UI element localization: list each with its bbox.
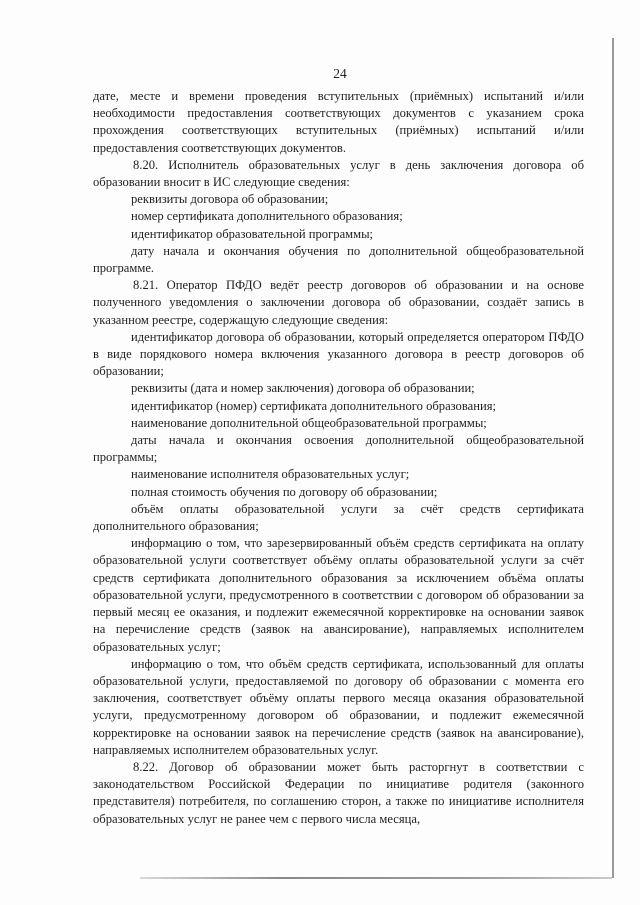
list-item: наименование исполнителя образовательных услуг; [131, 467, 410, 482]
list-item: наименование дополнительной общеобразовательной программы; [131, 415, 487, 430]
list-item: объём оплаты образовательной услуги за счёт средств сертификата дополнительного образования; [93, 501, 584, 534]
list-item: реквизиты (дата и номер заключения) договора об образовании; [131, 381, 475, 396]
page-edge-shadow [612, 38, 614, 878]
page-bottom-edge [140, 877, 612, 879]
paragraph-continuation: дате, месте и времени проведения вступительных (приёмных) испытаний и/или необходимости предоставления соответствующих документов с указанием срока прохождения соответствующих вступительных (приёмных) испытаний и/или предоставления соответствующих документов. [93, 89, 584, 155]
document-body [93, 88, 584, 828]
list-item: полная стоимость обучения по договору об образовании; [131, 484, 438, 499]
paragraph-8-21: 8.21. Оператор ПФДО ведёт реестр договоров об образовании и на основе полученного уведомления о заключении договора об образовании, создаёт запись в указанном реестре, содержащую следующие сведения: [93, 278, 584, 327]
list-item: информацию о том, что зарезервированный объём средств сертификата на оплату образовательной услуги соответствует объёму оплаты образовательной услуги за счёт средств сертификата дополнительного образования за исключением объёма оплаты образовательной услуги, предусмотренного в соответствии с договором об образовании за первый месяц ее оказания, и подлежит ежемесячной корректировке на основании заявок на перечисление средств (заявок на авансирование), направляемых исполнителем образовательных услуг; [93, 536, 584, 654]
list-item: номер сертификата дополнительного образования; [131, 209, 403, 224]
paragraph-8-20: 8.20. Исполнитель образовательных услуг в день заключения договора об образовании вносит в ИС следующие сведения: [93, 157, 584, 190]
list-item: информацию о том, что объём средств сертификата, использованный для оплаты образовательной услуги, предоставляемой по договору об образовании с момента его заключения, соответствует объёму оплаты первого месяца оказания образовательной услуги, предусмотренному договором об образовании, и подлежит ежемесячной корректировке на основании заявок на перечисление средств (заявок на авансирование), направляемых исполнителем образовательных услуг. [93, 656, 584, 757]
list-item: идентификатор (номер) сертификата дополнительного образования; [131, 398, 496, 413]
list-item: реквизиты договора об образовании; [131, 192, 329, 207]
list-item: идентификатор договора об образовании, который определяется оператором ПФДО в виде порядкового номера включения указанного договора в реестр договоров об образовании; [93, 329, 584, 379]
list-item: идентификатор образовательной программы; [131, 226, 374, 241]
list-item: даты начала и окончания освоения дополнительной общеобразовательной программы; [93, 433, 584, 465]
paragraph-8-22: 8.22. Договор об образовании может быть расторгнут в соответствии с законодательством Российской Федерации по инициативе родителя (законного представителя) потребителя, по соглашению сторон, а также по инициативе исполнителя образовательных услуг не ранее чем с первого числа месяца, [93, 759, 584, 826]
page-number: 24 [333, 66, 347, 81]
list-item: дату начала и окончания обучения по дополнительной общеобразовательной программе. [93, 243, 584, 276]
